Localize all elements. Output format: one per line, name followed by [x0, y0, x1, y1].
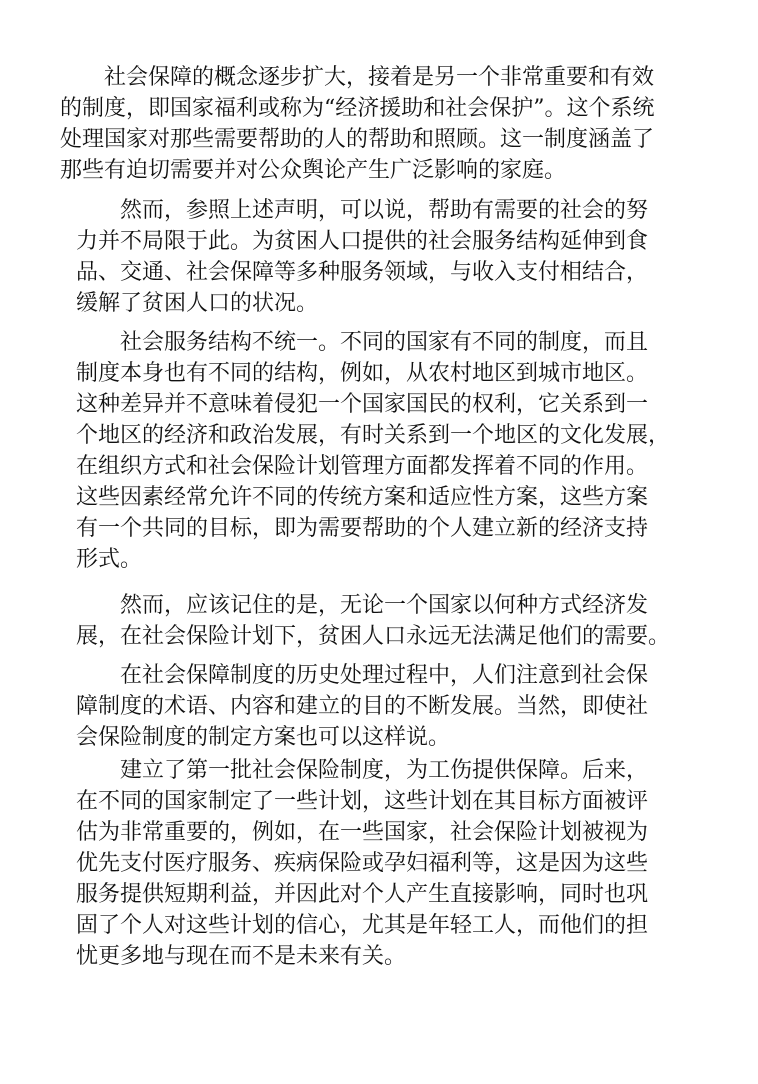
paragraph-line: 估为非常重要的，例如，在一些国家，社会保险计划被视为	[76, 820, 649, 845]
paragraph-line: 展，在社会保险计划下，贫困人口永远无法满足他们的需要。	[76, 624, 671, 649]
paragraph-line: 然而，参照上述声明，可以说，帮助有需要的社会的努	[120, 198, 649, 223]
paragraph-line: 然而，应该记住的是，无论一个国家以何种方式经济发	[120, 593, 649, 618]
paragraph-line: 优先支付医疗服务、疾病保险或孕妇福利等，这是因为这些	[76, 851, 649, 876]
paragraph-line: 个地区的经济和政治发展，有时关系到一个地区的文化发展，	[76, 423, 671, 448]
paragraph-line: 社会服务结构不统一。不同的国家有不同的制度，而且	[120, 330, 649, 355]
paragraph-line: 品、交通、社会保障等多种服务领域，与收入支付相结合，	[76, 260, 649, 285]
paragraph-line: 缓解了贫困人口的状况。	[76, 291, 319, 316]
paragraph-line: 形式。	[76, 547, 143, 572]
paragraph-line: 力并不局限于此。为贫困人口提供的社会服务结构延伸到食	[76, 229, 649, 254]
paragraph-line: 建立了第一批社会保险制度，为工伤提供保障。后来，	[120, 758, 649, 783]
paragraph-line: 会保险制度的制定方案也可以这样说。	[76, 725, 451, 750]
paragraph-2	[76, 195, 648, 319]
paragraph-3	[76, 327, 670, 575]
paragraph-line: 那些有迫切需要并对公众舆论产生广泛影响的家庭。	[60, 158, 567, 183]
paragraph-1	[60, 62, 655, 186]
paragraph-line: 障制度的术语、内容和建立的目的不断发展。当然，即使社	[76, 694, 649, 719]
paragraph-line: 社会保障的概念逐步扩大，接着是另一个非常重要和有效	[104, 65, 655, 90]
paragraph-6	[76, 755, 648, 972]
paragraph-line: 制度本身也有不同的结构，例如，从农村地区到城市地区。	[76, 361, 649, 386]
paragraph-line: 这些因素经常允许不同的传统方案和适应性方案，这些方案	[76, 485, 649, 510]
paragraph-line: 忧更多地与现在而不是未来有关。	[76, 944, 407, 969]
paragraph-5	[76, 660, 648, 753]
paragraph-line: 固了个人对这些计划的信心，尤其是年轻工人，而他们的担	[76, 913, 649, 938]
paragraph-line: 的制度，即国家福利或称为“经济援助和社会保护”。这个系统	[60, 96, 655, 121]
paragraph-line: 处理国家对那些需要帮助的人的帮助和照顾。这一制度涵盖了	[60, 127, 655, 152]
paragraph-line: 服务提供短期利益，并因此对个人产生直接影响，同时也巩	[76, 882, 649, 907]
paragraph-line: 在组织方式和社会保险计划管理方面都发挥着不同的作用。	[76, 454, 649, 479]
paragraph-line: 有一个共同的目标，即为需要帮助的个人建立新的经济支持	[76, 516, 649, 541]
paragraph-line: 在社会保障制度的历史处理过程中，人们注意到社会保	[120, 663, 649, 688]
paragraph-line: 这种差异并不意味着侵犯一个国家国民的权利，它关系到一	[76, 392, 649, 417]
paragraph-4	[76, 590, 670, 652]
paragraph-line: 在不同的国家制定了一些计划，这些计划在其目标方面被评	[76, 789, 649, 814]
